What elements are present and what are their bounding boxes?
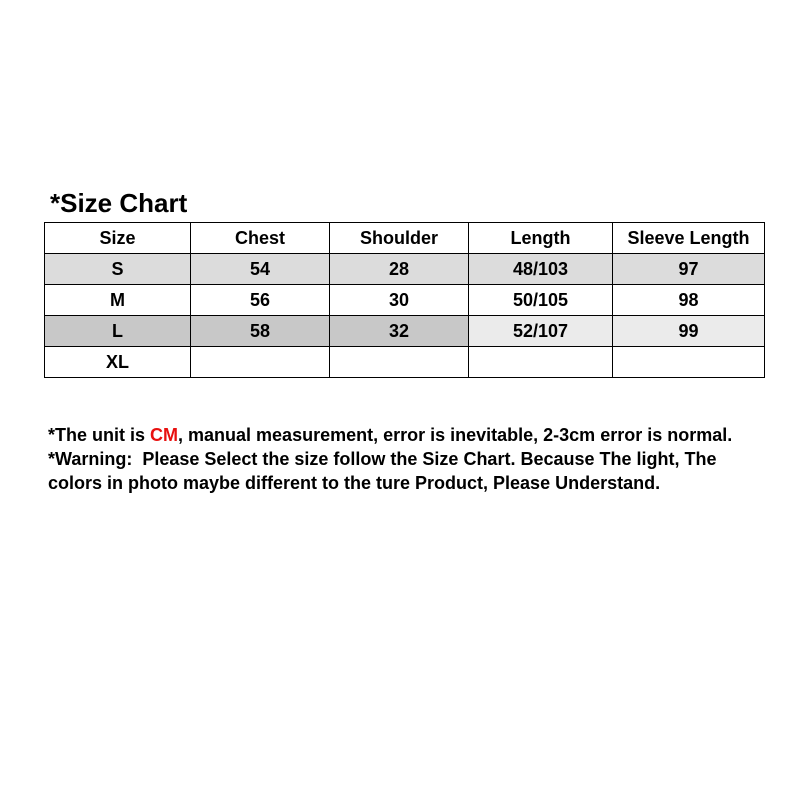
table-row [45,347,765,378]
page-title: *Size Chart [50,188,188,218]
header-shoulder: Shoulder [330,223,469,254]
cell-length: 50/105 [469,285,613,316]
header-sleeve-length: Sleeve Length [613,223,765,254]
cell-sleeve-length: 97 [613,254,765,285]
table-row [45,254,765,285]
cell-shoulder [330,347,469,378]
note-prefix: *The unit is [48,425,151,445]
cell-size: XL [45,347,191,378]
cell-sleeve-length [613,347,765,378]
table-header-row [45,223,765,254]
cell-sleeve-length: 98 [613,285,765,316]
cell-shoulder: 30 [330,285,469,316]
cell-size: M [45,285,191,316]
cell-chest: 58 [191,316,330,347]
measurement-note [48,423,748,495]
table-row [45,285,765,316]
cell-length [469,347,613,378]
header-chest: Chest [191,223,330,254]
unit-highlight: CM [150,425,179,445]
cell-length: 52/107 [469,316,613,347]
header-size: Size [45,223,191,254]
cell-chest: 54 [191,254,330,285]
size-chart-table [44,222,765,378]
cell-size: L [45,316,191,347]
cell-shoulder: 32 [330,316,469,347]
cell-length: 48/103 [469,254,613,285]
cell-chest [191,347,330,378]
note-text: , manual measurement, error is inevitable, 2-3cm error is normal. *Warning: Please Select the size follow the Size Chart. Because The light, The colors in photo maybe different to the ture Product, Please Understand. [48,425,733,493]
cell-chest: 56 [191,285,330,316]
cell-size: S [45,254,191,285]
cell-sleeve-length: 99 [613,316,765,347]
cell-shoulder: 28 [330,254,469,285]
header-length: Length [469,223,613,254]
table-row [45,316,765,347]
